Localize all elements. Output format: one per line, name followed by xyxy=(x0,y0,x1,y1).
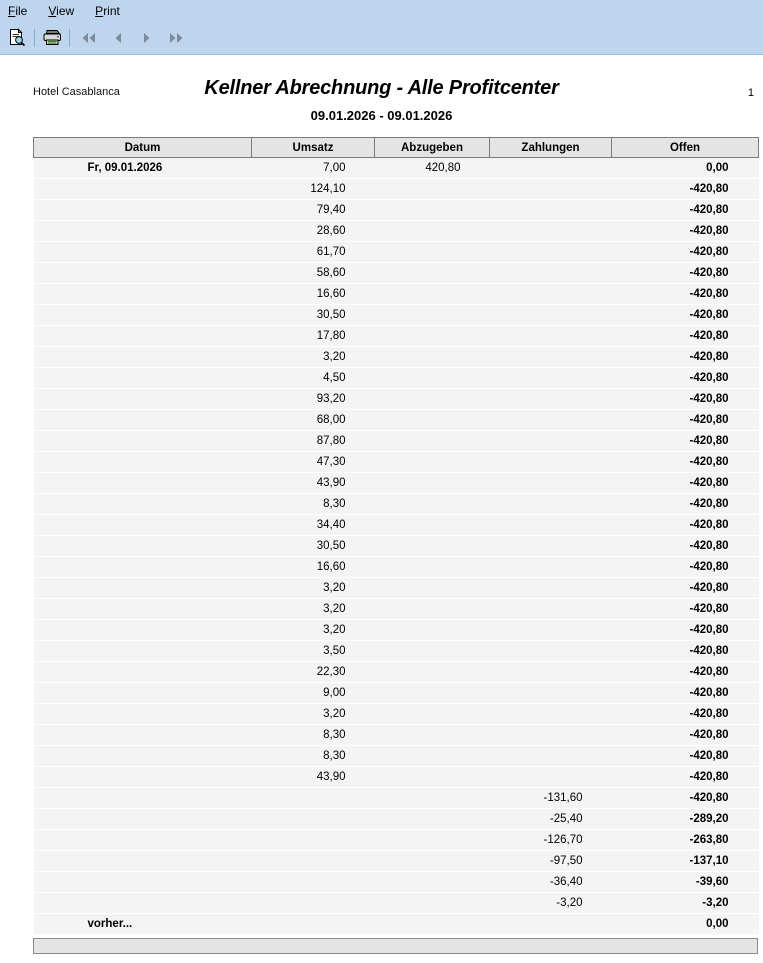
cell-datum xyxy=(34,494,252,515)
cell-umsatz: 43,90 xyxy=(252,473,375,494)
cell-zahlungen: -131,60 xyxy=(490,788,612,809)
cell-offen: 0,00 xyxy=(612,914,759,935)
cell-datum xyxy=(34,704,252,725)
menu-item-print-accel: P xyxy=(95,3,104,18)
cell-umsatz: 47,30 xyxy=(252,452,375,473)
menu-item-file-accel: F xyxy=(8,3,16,18)
cell-zahlungen xyxy=(490,221,612,242)
cell-umsatz: 3,20 xyxy=(252,599,375,620)
table-row[interactable] xyxy=(34,242,759,263)
table-row[interactable] xyxy=(34,326,759,347)
table-row[interactable] xyxy=(34,662,759,683)
report-page xyxy=(0,56,763,963)
cell-abzugeben xyxy=(375,242,490,263)
menu-item-view-accel: V xyxy=(48,3,57,18)
menu-item-file[interactable] xyxy=(8,5,27,17)
cell-datum xyxy=(34,536,252,557)
menu-item-print-label: rint xyxy=(103,3,120,18)
cell-datum: vorher... xyxy=(34,914,252,935)
cell-datum xyxy=(34,893,252,914)
cell-umsatz: 3,20 xyxy=(252,620,375,641)
cell-offen: -420,80 xyxy=(612,389,759,410)
cell-offen: -420,80 xyxy=(612,767,759,788)
cell-umsatz: 124,10 xyxy=(252,179,375,200)
cell-umsatz: 3,20 xyxy=(252,578,375,599)
toolbar xyxy=(0,21,763,55)
table-row[interactable] xyxy=(34,263,759,284)
cell-offen: -420,80 xyxy=(612,641,759,662)
cell-umsatz: 93,20 xyxy=(252,389,375,410)
cell-offen: -39,60 xyxy=(612,872,759,893)
cell-datum xyxy=(34,284,252,305)
cell-offen: -420,80 xyxy=(612,452,759,473)
cell-abzugeben xyxy=(375,179,490,200)
cell-zahlungen xyxy=(490,536,612,557)
print-preview-button[interactable] xyxy=(4,25,30,51)
cell-zahlungen xyxy=(490,914,612,935)
cell-datum xyxy=(34,389,252,410)
cell-datum xyxy=(34,578,252,599)
table-row[interactable] xyxy=(34,830,759,851)
table-row[interactable] xyxy=(34,410,759,431)
cell-offen: -420,80 xyxy=(612,473,759,494)
cell-umsatz: 30,50 xyxy=(252,305,375,326)
table-row[interactable] xyxy=(34,683,759,704)
cell-zahlungen xyxy=(490,725,612,746)
cell-offen: -420,80 xyxy=(612,221,759,242)
cell-zahlungen xyxy=(490,389,612,410)
cell-abzugeben xyxy=(375,704,490,725)
cell-abzugeben xyxy=(375,872,490,893)
cell-datum xyxy=(34,242,252,263)
cell-zahlungen xyxy=(490,242,612,263)
cell-umsatz: 28,60 xyxy=(252,221,375,242)
company-name: Hotel Casablanca xyxy=(33,86,120,98)
table-row[interactable] xyxy=(34,473,759,494)
column-header-umsatz: Umsatz xyxy=(252,138,375,158)
menu-item-file-label: ile xyxy=(15,3,28,18)
cell-umsatz xyxy=(252,893,375,914)
cell-umsatz: 8,30 xyxy=(252,725,375,746)
next-page-icon xyxy=(139,31,155,45)
cell-abzugeben xyxy=(375,914,490,935)
table-row[interactable] xyxy=(34,305,759,326)
cell-offen: -420,80 xyxy=(612,662,759,683)
table-row[interactable] xyxy=(34,536,759,557)
cell-umsatz: 61,70 xyxy=(252,242,375,263)
cell-offen: -420,80 xyxy=(612,515,759,536)
table-row[interactable] xyxy=(34,872,759,893)
cell-zahlungen: -3,20 xyxy=(490,893,612,914)
cell-offen: -420,80 xyxy=(612,788,759,809)
cell-zahlungen xyxy=(490,683,612,704)
column-header-zahlungen: Zahlungen xyxy=(490,138,612,158)
table-row[interactable] xyxy=(34,368,759,389)
cell-offen: -420,80 xyxy=(612,494,759,515)
cell-offen: -420,80 xyxy=(612,704,759,725)
cell-umsatz xyxy=(252,788,375,809)
cell-abzugeben xyxy=(375,746,490,767)
table-row[interactable] xyxy=(34,788,759,809)
cell-offen: -420,80 xyxy=(612,410,759,431)
cell-datum xyxy=(34,179,252,200)
table-row[interactable] xyxy=(34,578,759,599)
cell-zahlungen xyxy=(490,662,612,683)
cell-abzugeben xyxy=(375,326,490,347)
print-preview-icon xyxy=(8,28,27,47)
cell-offen: -3,20 xyxy=(612,893,759,914)
cell-datum xyxy=(34,872,252,893)
cell-zahlungen xyxy=(490,305,612,326)
cell-zahlungen xyxy=(490,515,612,536)
cell-datum xyxy=(34,452,252,473)
report-header xyxy=(0,56,763,128)
cell-umsatz: 68,00 xyxy=(252,410,375,431)
cell-abzugeben xyxy=(375,557,490,578)
cell-offen: -420,80 xyxy=(612,263,759,284)
cell-datum xyxy=(34,410,252,431)
cell-umsatz xyxy=(252,809,375,830)
table-row[interactable] xyxy=(34,221,759,242)
cell-abzugeben xyxy=(375,809,490,830)
table-row[interactable] xyxy=(34,914,759,935)
table-row[interactable] xyxy=(34,347,759,368)
cell-abzugeben xyxy=(375,725,490,746)
cell-abzugeben xyxy=(375,305,490,326)
cell-abzugeben xyxy=(375,200,490,221)
cell-umsatz: 43,90 xyxy=(252,767,375,788)
table-row[interactable] xyxy=(34,431,759,452)
first-page-icon xyxy=(79,31,99,45)
table-header-row xyxy=(34,138,759,158)
cell-offen: -420,80 xyxy=(612,284,759,305)
table-row[interactable] xyxy=(34,557,759,578)
cell-datum: Fr, 09.01.2026 xyxy=(34,158,252,179)
cell-offen: -420,80 xyxy=(612,725,759,746)
cell-datum xyxy=(34,305,252,326)
cell-umsatz: 34,40 xyxy=(252,515,375,536)
cell-zahlungen xyxy=(490,284,612,305)
cell-umsatz: 30,50 xyxy=(252,536,375,557)
cell-abzugeben xyxy=(375,599,490,620)
cell-umsatz xyxy=(252,851,375,872)
cell-offen: -420,80 xyxy=(612,557,759,578)
previous-page-icon xyxy=(110,31,126,45)
cell-umsatz xyxy=(252,914,375,935)
table-body xyxy=(34,158,759,935)
cell-offen: -420,80 xyxy=(612,326,759,347)
cell-umsatz: 17,80 xyxy=(252,326,375,347)
cell-umsatz: 3,20 xyxy=(252,704,375,725)
first-page-button[interactable] xyxy=(74,25,103,51)
table-row[interactable] xyxy=(34,179,759,200)
cell-offen: 0,00 xyxy=(612,158,759,179)
cell-datum xyxy=(34,515,252,536)
page-title: Kellner Abrechnung - Alle Profitcenter xyxy=(204,77,559,99)
cell-zahlungen xyxy=(490,200,612,221)
cell-abzugeben xyxy=(375,473,490,494)
cell-zahlungen xyxy=(490,452,612,473)
horizontal-scrollbar[interactable] xyxy=(33,938,758,954)
cell-zahlungen xyxy=(490,578,612,599)
cell-zahlungen: -97,50 xyxy=(490,851,612,872)
table-row[interactable] xyxy=(34,284,759,305)
cell-umsatz: 8,30 xyxy=(252,494,375,515)
cell-datum xyxy=(34,326,252,347)
cell-datum xyxy=(34,473,252,494)
cell-abzugeben xyxy=(375,347,490,368)
cell-umsatz: 16,60 xyxy=(252,284,375,305)
cell-datum xyxy=(34,788,252,809)
column-header-datum: Datum xyxy=(34,138,252,158)
cell-zahlungen xyxy=(490,746,612,767)
cell-abzugeben xyxy=(375,452,490,473)
cell-zahlungen xyxy=(490,326,612,347)
cell-umsatz: 8,30 xyxy=(252,746,375,767)
cell-zahlungen: -126,70 xyxy=(490,830,612,851)
cell-zahlungen xyxy=(490,557,612,578)
cell-zahlungen xyxy=(490,263,612,284)
menu-item-view-label: iew xyxy=(56,3,75,18)
cell-abzugeben xyxy=(375,683,490,704)
cell-offen: -420,80 xyxy=(612,578,759,599)
column-header-offen: Offen xyxy=(612,138,759,158)
cell-zahlungen xyxy=(490,347,612,368)
cell-umsatz: 22,30 xyxy=(252,662,375,683)
table-row[interactable] xyxy=(34,851,759,872)
cell-abzugeben xyxy=(375,410,490,431)
toolbar-separator-1 xyxy=(34,29,35,47)
cell-abzugeben xyxy=(375,767,490,788)
cell-abzugeben xyxy=(375,515,490,536)
cell-offen: -263,80 xyxy=(612,830,759,851)
cell-umsatz: 7,00 xyxy=(252,158,375,179)
cell-umsatz: 58,60 xyxy=(252,263,375,284)
cell-zahlungen xyxy=(490,494,612,515)
cell-offen: -420,80 xyxy=(612,179,759,200)
cell-zahlungen xyxy=(490,599,612,620)
table-header xyxy=(34,138,759,158)
cell-datum xyxy=(34,725,252,746)
cell-datum xyxy=(34,200,252,221)
page-number: 1 xyxy=(747,87,754,99)
cell-abzugeben xyxy=(375,641,490,662)
cell-abzugeben xyxy=(375,578,490,599)
printer-icon xyxy=(42,28,63,47)
cell-umsatz: 79,40 xyxy=(252,200,375,221)
cell-zahlungen xyxy=(490,473,612,494)
cell-zahlungen xyxy=(490,410,612,431)
cell-zahlungen xyxy=(490,368,612,389)
cell-abzugeben: 420,80 xyxy=(375,158,490,179)
cell-offen: -420,80 xyxy=(612,599,759,620)
menu-item-print[interactable] xyxy=(95,5,120,17)
table-row[interactable] xyxy=(34,158,759,179)
cell-zahlungen: -25,40 xyxy=(490,809,612,830)
cell-offen: -420,80 xyxy=(612,242,759,263)
cell-abzugeben xyxy=(375,830,490,851)
cell-offen: -420,80 xyxy=(612,431,759,452)
cell-datum xyxy=(34,431,252,452)
cell-offen: -420,80 xyxy=(612,683,759,704)
table-row[interactable] xyxy=(34,515,759,536)
cell-datum xyxy=(34,851,252,872)
table-row[interactable] xyxy=(34,494,759,515)
cell-umsatz: 9,00 xyxy=(252,683,375,704)
cell-zahlungen xyxy=(490,179,612,200)
cell-datum xyxy=(34,683,252,704)
cell-zahlungen xyxy=(490,620,612,641)
table-row[interactable] xyxy=(34,389,759,410)
cell-offen: -289,20 xyxy=(612,809,759,830)
cell-offen: -137,10 xyxy=(612,851,759,872)
table-row[interactable] xyxy=(34,725,759,746)
menu-bar xyxy=(0,0,763,21)
cell-offen: -420,80 xyxy=(612,347,759,368)
table-row[interactable] xyxy=(34,599,759,620)
table-row[interactable] xyxy=(34,620,759,641)
cell-datum xyxy=(34,599,252,620)
cell-datum xyxy=(34,809,252,830)
cell-abzugeben xyxy=(375,263,490,284)
cell-zahlungen xyxy=(490,767,612,788)
cell-umsatz: 3,20 xyxy=(252,347,375,368)
cell-abzugeben xyxy=(375,788,490,809)
cell-abzugeben xyxy=(375,893,490,914)
cell-abzugeben xyxy=(375,494,490,515)
cell-umsatz: 3,50 xyxy=(252,641,375,662)
cell-umsatz: 4,50 xyxy=(252,368,375,389)
table-row[interactable] xyxy=(34,641,759,662)
cell-abzugeben xyxy=(375,662,490,683)
last-page-icon xyxy=(166,31,186,45)
cell-abzugeben xyxy=(375,368,490,389)
cell-offen: -420,80 xyxy=(612,746,759,767)
menu-item-view[interactable] xyxy=(48,5,74,17)
cell-abzugeben xyxy=(375,851,490,872)
cell-abzugeben xyxy=(375,284,490,305)
cell-zahlungen xyxy=(490,431,612,452)
cell-umsatz: 87,80 xyxy=(252,431,375,452)
cell-offen: -420,80 xyxy=(612,368,759,389)
print-button[interactable] xyxy=(39,25,65,51)
cell-datum xyxy=(34,221,252,242)
cell-offen: -420,80 xyxy=(612,620,759,641)
cell-datum xyxy=(34,557,252,578)
table-row[interactable] xyxy=(34,746,759,767)
table-row[interactable] xyxy=(34,809,759,830)
table-row[interactable] xyxy=(34,704,759,725)
cell-abzugeben xyxy=(375,620,490,641)
cell-abzugeben xyxy=(375,536,490,557)
cell-offen: -420,80 xyxy=(612,305,759,326)
cell-datum xyxy=(34,347,252,368)
cell-abzugeben xyxy=(375,389,490,410)
table-row[interactable] xyxy=(34,200,759,221)
report-table xyxy=(33,137,759,935)
cell-zahlungen xyxy=(490,641,612,662)
table-row[interactable] xyxy=(34,893,759,914)
previous-page-button[interactable] xyxy=(103,25,132,51)
cell-offen: -420,80 xyxy=(612,200,759,221)
report-date-range: 09.01.2026 - 09.01.2026 xyxy=(310,108,453,123)
cell-datum xyxy=(34,641,252,662)
cell-offen: -420,80 xyxy=(612,536,759,557)
cell-datum xyxy=(34,620,252,641)
cell-zahlungen xyxy=(490,704,612,725)
column-header-abzugeben: Abzugeben xyxy=(375,138,490,158)
cell-umsatz xyxy=(252,872,375,893)
cell-datum xyxy=(34,368,252,389)
cell-abzugeben xyxy=(375,221,490,242)
cell-datum xyxy=(34,767,252,788)
cell-umsatz xyxy=(252,830,375,851)
last-page-button[interactable] xyxy=(161,25,190,51)
toolbar-separator-2 xyxy=(69,29,70,47)
cell-zahlungen: -36,40 xyxy=(490,872,612,893)
cell-datum xyxy=(34,746,252,767)
cell-datum xyxy=(34,263,252,284)
cell-abzugeben xyxy=(375,431,490,452)
cell-umsatz: 16,60 xyxy=(252,557,375,578)
cell-datum xyxy=(34,830,252,851)
next-page-button[interactable] xyxy=(132,25,161,51)
cell-datum xyxy=(34,662,252,683)
table-row[interactable] xyxy=(34,452,759,473)
cell-zahlungen xyxy=(490,158,612,179)
table-row[interactable] xyxy=(34,767,759,788)
